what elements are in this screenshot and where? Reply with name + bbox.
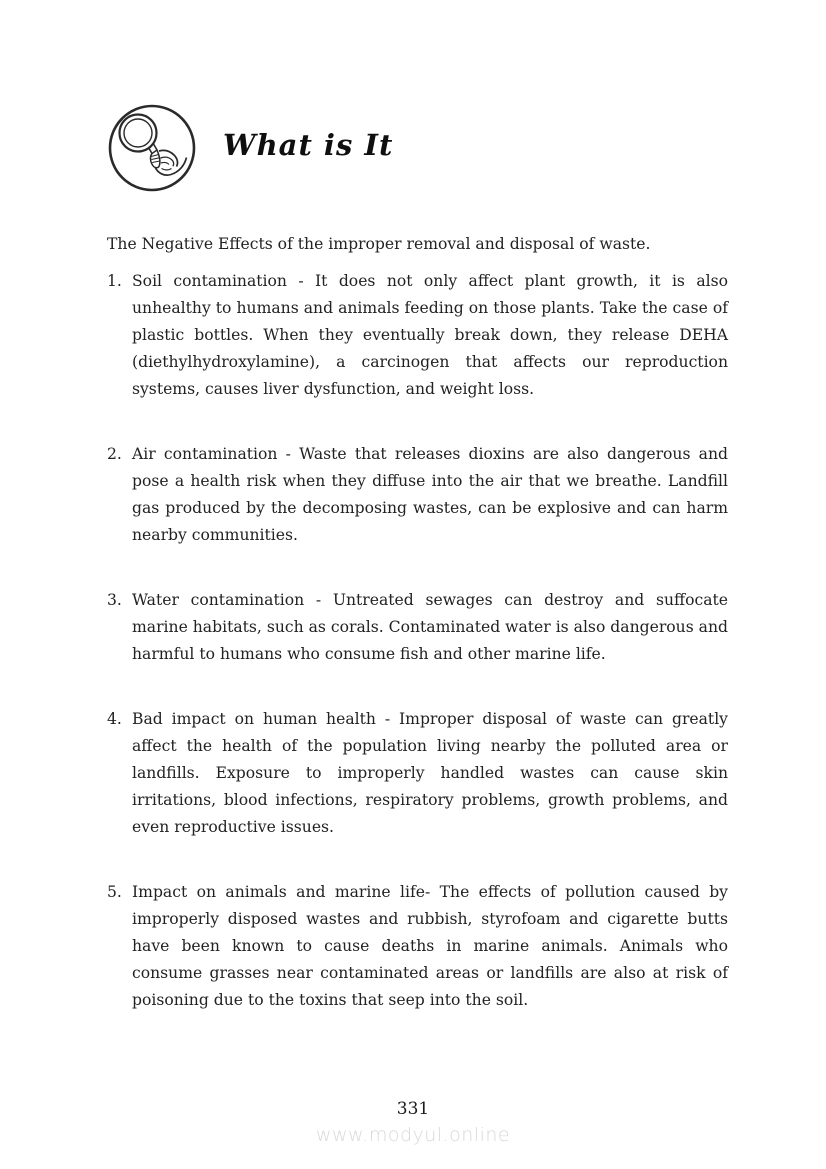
list-item (107, 587, 728, 668)
list-item-number: 2. (107, 445, 122, 463)
magnifying-glass-icon (107, 103, 197, 193)
page-number: 331 (396, 1099, 430, 1119)
list-item-text: Soil contamination - It does not only affect plant growth, it is also unhealthy to humans and animals feeding on those plants. Take the case of plastic bottles. When they eventually break down, they release DEHA (diethylhydroxylamine), a carcinogen that affects our reproduction systems, causes liver dysfunction, and weight loss. (132, 272, 728, 398)
list-item-text: Impact on animals and marine life- The effects of pollution caused by improperly disposed wastes and rubbish, styrofoam and cigarette butts have been known to cause deaths in marine animals. Animals who consume grasses near contaminated areas or landfills are also at risk of poisoning due to the toxins that seep into the soil. (132, 883, 728, 1009)
list-item-text: Air contamination - Waste that releases dioxins are also dangerous and pose a health risk when they diffuse into the air that we breathe. Landfill gas produced by the decomposing wastes, can be explosive and can harm nearby communities. (132, 445, 728, 544)
list-item-text: Water contamination - Untreated sewages can destroy and suffocate marine habitats, such as corals. Contaminated water is also dangerous and harmful to humans who consume fish and other marine life. (132, 591, 728, 663)
list-item-text: Bad impact on human health - Improper disposal of waste can greatly affect the health of the population living nearby the polluted area or landfills. Exposure to improperly handled wastes can cause skin irritations, blood infections, respiratory problems, growth problems, and even reproductive issues. (132, 710, 728, 836)
list-item-number: 4. (107, 710, 122, 728)
intro-text: The Negative Effects of the improper removal and disposal of waste. (107, 235, 651, 253)
page-content (107, 103, 728, 1052)
list-item-number: 5. (107, 883, 122, 901)
list-item (107, 268, 728, 403)
page-title: What is It (223, 128, 394, 162)
section-header (107, 103, 728, 193)
list-item-number: 3. (107, 591, 122, 609)
watermark-text: www.modyul.online (315, 1124, 511, 1146)
list-item (107, 441, 728, 549)
list-item (107, 879, 728, 1014)
effects-list (107, 268, 728, 1014)
list-item (107, 706, 728, 841)
list-item-number: 1. (107, 272, 122, 290)
